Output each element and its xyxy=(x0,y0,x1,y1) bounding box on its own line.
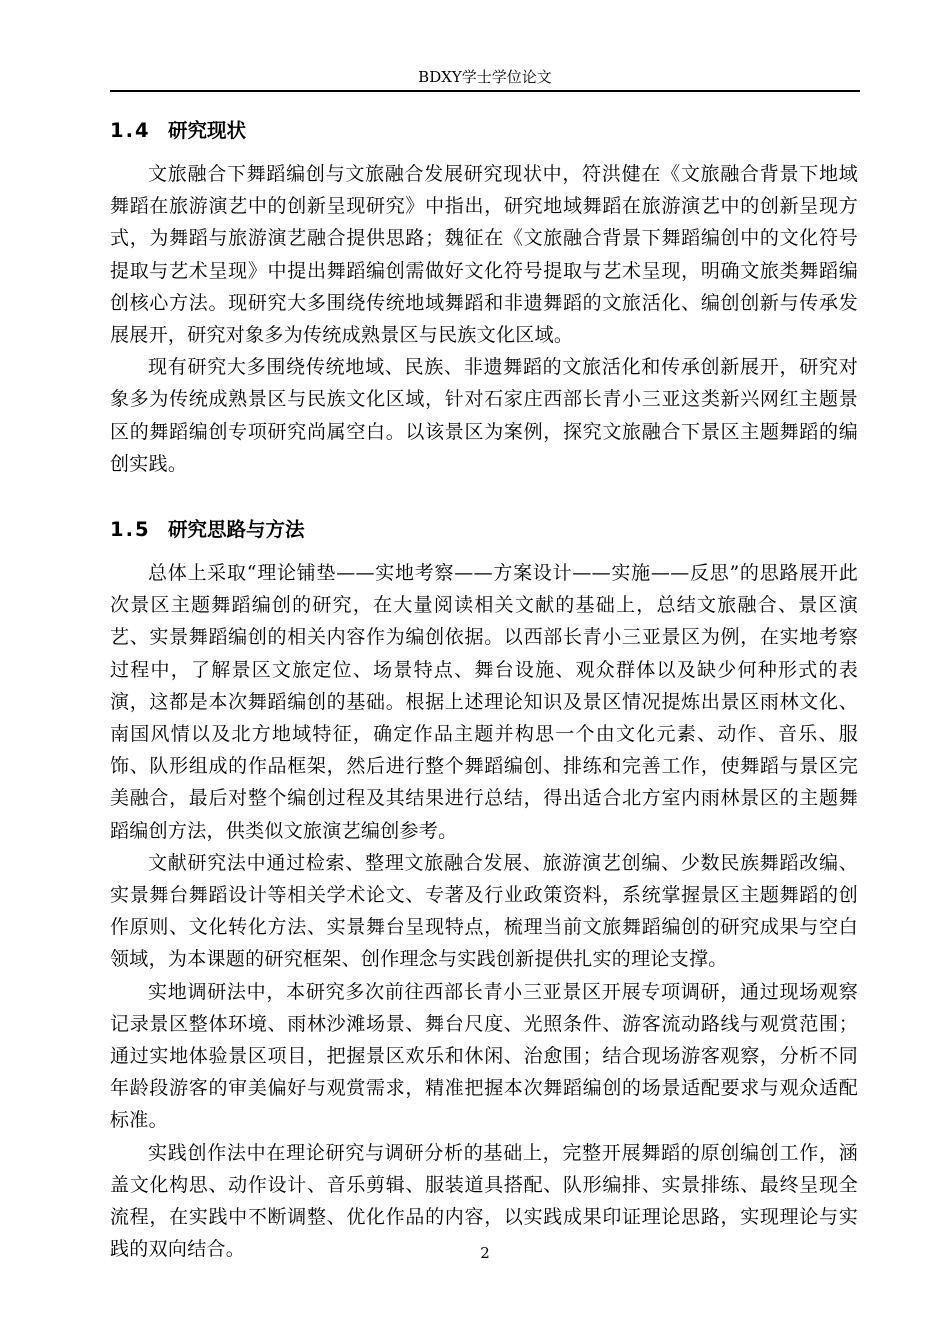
paragraph: 现有研究大多围绕传统地域、民族、非遗舞蹈的文旅活化和传承创新展开，研究对象多为传统成熟景区与民族文化区域，针对石家庄西部长青小三亚这类新兴网红主题景区的舞蹈编创专项研究尚属空白。以该景区为案例，探究文旅融合下景区主题舞蹈的编创实践。 xyxy=(110,356,858,475)
paragraph: 实践创作法中在理论研究与调研分析的基础上，完整开展舞蹈的原创编创工作，涵盖文化构思、动作设计、音乐剪辑、服装道具搭配、队形编排、实景排练、最终呈现全流程，在实践中不断调整、优化作品的内容，以实践成果印证理论思路，实现理论与实践的双向结合。 xyxy=(110,1141,858,1261)
paragraph: 总体上采取“理论铺垫——实地考察——方案设计——实施——反思”的思路展开此次景区主题舞蹈编创的研究，在大量阅读相关文献的基础上，总结文旅融合、景区演艺、实景舞蹈编创的相关内容作为编创依据。以西部长青小三亚景区为例，在实地考察过程中，了解景区文旅定位、场景特点、舞台设施、观众群体以及缺少何种形式的表演，这都是本次舞蹈编创的基础。根据上述理论知识及景区情况提炼出景区雨林文化、南国风情以及北方地域特征，确定作品主题并构思一个由文化元素、动作、音乐、服饰、队形组成的作品框架，然后进行整个舞蹈编创、排练和完善工作，使舞蹈与景区完美融合，最后对整个编创过程及其结果进行总结，得出适合北方室内雨林景区的主题舞蹈编创方法，供类似文旅演艺编创参考。 xyxy=(110,562,858,842)
section-title: 研究现状 xyxy=(168,119,247,142)
section-heading xyxy=(110,116,858,146)
header-rule xyxy=(110,90,860,92)
section-title: 研究思路与方法 xyxy=(168,518,305,542)
paragraph: 实地调研法中，本研究多次前往西部长青小三亚景区开展专项调研，通过现场观察记录景区整体环境、雨林沙滩场景、舞台尺度、光照条件、游客流动路线与观赏范围；通过实地体验景区项目，把握景区欢乐和休闲、治愈围；结合现场游客观察，分析不同年龄段游客的审美偏好与观赏需求，精准把握本次舞蹈编创的场景适配要求与观众适配标准。 xyxy=(110,980,858,1132)
paragraph: 文献研究法中通过检索、整理文旅融合发展、旅游演艺创编、少数民族舞蹈改编、实景舞台舞蹈设计等相关学术论文、专著及行业政策资料，系统掌握景区主题舞蹈的创作原则、文化转化方法、实景舞台呈现特点，梳理当前文旅舞蹈编创的研究成果与空白领域，为本课题的研究框架、创作理念与实践创新提供扎实的理论支撑。 xyxy=(110,851,858,971)
section-heading xyxy=(110,515,858,545)
section-1-5 xyxy=(110,515,858,1265)
paragraph: 文旅融合下舞蹈编创与文旅融合发展研究现状中，符洪健在《文旅融合背景下地域舞蹈在旅游演艺中的创新呈现研究》中指出，研究地域舞蹈在旅游演艺中的创新呈现方式，为舞蹈与旅游演艺融合提供思路；魏征在《文旅融合背景下舞蹈编创中的文化符号提取与艺术呈现》中提出舞蹈编创需做好文化符号提取与艺术呈现，明确文旅类舞蹈编创核心方法。现研究大多围绕传统地域舞蹈和非遗舞蹈的文旅活化、编创创新与传承发展展开，研究对象多为传统成熟景区与民族文化区域。 xyxy=(110,163,858,347)
page-number: 2 xyxy=(480,1244,490,1262)
section-1-4 xyxy=(110,116,858,480)
page-body xyxy=(110,116,858,1266)
running-header: BDXY学士学位论文 xyxy=(418,68,552,86)
section-number: 1.4 xyxy=(110,119,151,142)
section-number: 1.5 xyxy=(110,518,151,542)
